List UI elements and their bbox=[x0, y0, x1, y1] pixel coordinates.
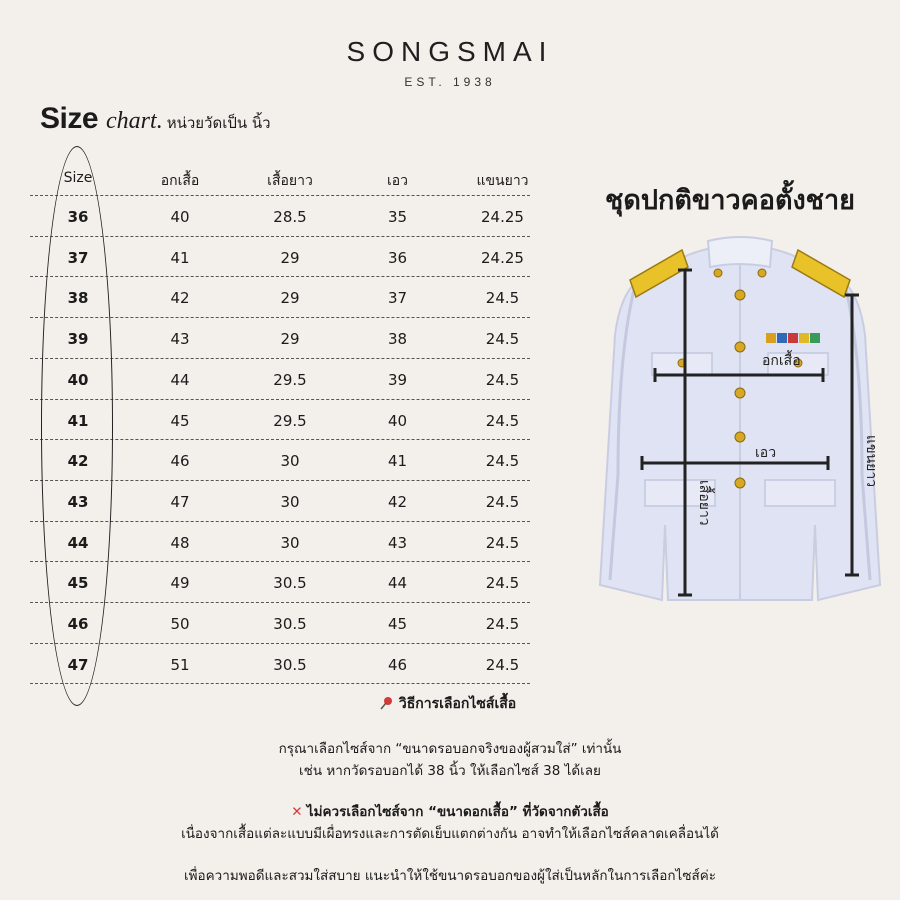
header-waist: เอว bbox=[386, 173, 409, 189]
cell-length: 30 bbox=[280, 452, 300, 471]
cell-size: 37 bbox=[67, 248, 89, 267]
cell-length: 28.5 bbox=[273, 208, 307, 226]
cell-length: 29 bbox=[280, 330, 300, 349]
heading-unit: หน่วยวัดเป็น นิ้ว bbox=[166, 114, 271, 132]
row-divider bbox=[30, 236, 530, 237]
collar-button-left bbox=[714, 269, 722, 277]
header-chest: อกเสื้อ bbox=[160, 173, 200, 189]
cell-sleeve: 24.5 bbox=[485, 452, 520, 471]
ribbon-3 bbox=[788, 333, 798, 343]
ribbon-5 bbox=[810, 333, 820, 343]
size-column-highlight bbox=[41, 146, 113, 706]
cell-length: 30.5 bbox=[273, 655, 307, 674]
header-length: เสื้อยาว bbox=[267, 173, 313, 189]
cell-chest: 45 bbox=[170, 411, 190, 430]
cell-size: 40 bbox=[67, 370, 89, 389]
cell-size: 46 bbox=[67, 615, 89, 633]
cell-chest: 43 bbox=[170, 330, 190, 349]
cell-chest: 50 bbox=[170, 615, 190, 633]
button-3 bbox=[735, 388, 745, 398]
cell-waist: 35 bbox=[387, 208, 408, 226]
jacket-illustration bbox=[590, 225, 890, 605]
header-size: Size bbox=[63, 170, 93, 186]
cell-sleeve: 24.5 bbox=[485, 655, 520, 674]
cell-chest: 46 bbox=[170, 452, 190, 471]
pushpin-icon bbox=[380, 696, 394, 710]
cell-chest: 41 bbox=[170, 248, 190, 267]
how-to-choose-text: วิธีการเลือกไซส์เสื้อ bbox=[398, 696, 517, 712]
cell-waist: 41 bbox=[387, 452, 408, 471]
cell-chest: 49 bbox=[170, 574, 190, 593]
cell-chest: 48 bbox=[170, 533, 190, 552]
cell-waist: 39 bbox=[387, 370, 408, 389]
cell-length: 29 bbox=[280, 289, 300, 308]
warning-heading bbox=[0, 800, 900, 822]
cell-size: 47 bbox=[67, 655, 89, 674]
cell-length: 30 bbox=[280, 533, 300, 552]
cell-size: 36 bbox=[67, 208, 89, 226]
warning-title: ไม่ควรเลือกไซส์จาก “ขนาดอกเสื้อ” ที่วัดจากตัวเสื้อ bbox=[306, 804, 609, 820]
how-to-choose-heading bbox=[380, 693, 516, 715]
note-line-3: เพื่อความพอดีและสวมใส่สบาย แนะนำให้ใช้ขนาดรอบอกของผู้ใส่เป็นหลักในการเลือกไซส์ค่ะ bbox=[184, 868, 716, 884]
cell-size: 41 bbox=[67, 411, 89, 430]
cell-waist: 42 bbox=[387, 492, 408, 511]
cell-length: 29.5 bbox=[273, 411, 307, 430]
cell-sleeve: 24.5 bbox=[485, 492, 520, 511]
cell-waist: 40 bbox=[387, 411, 408, 430]
heading-chart: chart. bbox=[106, 108, 163, 134]
cell-length: 30.5 bbox=[273, 574, 307, 593]
button-2 bbox=[735, 342, 745, 352]
cell-size: 44 bbox=[67, 533, 89, 552]
cell-size: 43 bbox=[67, 492, 89, 511]
cell-length: 30 bbox=[280, 492, 300, 511]
cell-chest: 40 bbox=[170, 208, 190, 226]
row-divider bbox=[30, 683, 530, 684]
cell-size: 42 bbox=[67, 452, 89, 471]
brand-established: EST. 1938 bbox=[404, 75, 496, 89]
cell-chest: 44 bbox=[170, 370, 190, 389]
ribbon-2 bbox=[777, 333, 787, 343]
cell-sleeve: 24.5 bbox=[485, 289, 520, 308]
cell-sleeve: 24.25 bbox=[481, 208, 524, 226]
cell-waist: 36 bbox=[387, 248, 408, 267]
cell-length: 29.5 bbox=[273, 370, 307, 389]
heading-size: Size bbox=[40, 102, 99, 135]
ribbon-4 bbox=[799, 333, 809, 343]
cell-chest: 51 bbox=[170, 655, 190, 674]
cell-sleeve: 24.5 bbox=[485, 330, 520, 349]
warning-body: เนื่องจากเสื้อแต่ละแบบมีเผื่อทรงและการตัดเย็บแตกต่างกัน อาจทำให้เลือกไซส์คลาดเคลื่อนได้ bbox=[181, 826, 719, 842]
cell-waist: 45 bbox=[387, 615, 408, 633]
cell-length: 29 bbox=[280, 248, 300, 267]
label-chest: อกเสื้อ bbox=[762, 353, 801, 369]
brand-logo: SONGSMAI bbox=[346, 36, 554, 67]
cell-size: 45 bbox=[67, 574, 89, 593]
cell-waist: 46 bbox=[387, 655, 408, 674]
cell-waist: 43 bbox=[387, 533, 408, 552]
label-sleeve: แขนยาว bbox=[863, 435, 879, 488]
header-sleeve: แขนยาว bbox=[476, 173, 529, 189]
x-icon: ✕ bbox=[291, 804, 303, 820]
cell-size: 39 bbox=[67, 330, 89, 349]
button-4 bbox=[735, 432, 745, 442]
collar-button-right bbox=[758, 269, 766, 277]
cell-sleeve: 24.5 bbox=[485, 574, 520, 593]
cell-waist: 38 bbox=[387, 330, 408, 349]
cell-chest: 47 bbox=[170, 492, 190, 511]
cell-sleeve: 24.5 bbox=[485, 411, 520, 430]
note-line-1: กรุณาเลือกไซส์จาก “ขนาดรอบอกจริงของผู้สวมใส่” เท่านั้น bbox=[278, 741, 622, 757]
cell-sleeve: 24.5 bbox=[485, 615, 520, 633]
size-chart-heading bbox=[40, 102, 271, 136]
cell-sleeve: 24.5 bbox=[485, 533, 520, 552]
ribbon-1 bbox=[766, 333, 776, 343]
cell-size: 38 bbox=[67, 289, 89, 308]
note-line-2: เช่น หากวัดรอบอกได้ 38 นิ้ว ให้เลือกไซส์ 38 ได้เลย bbox=[299, 763, 601, 779]
row-divider bbox=[30, 643, 530, 644]
right-lower-pocket bbox=[765, 480, 835, 506]
label-waist: เอว bbox=[755, 445, 777, 461]
row-divider bbox=[30, 602, 530, 603]
stand-collar bbox=[708, 237, 772, 267]
cell-waist: 44 bbox=[387, 574, 408, 593]
label-length: เสื้อยาว bbox=[696, 480, 712, 526]
cell-sleeve: 24.5 bbox=[485, 370, 520, 389]
cell-length: 30.5 bbox=[273, 615, 307, 633]
cell-waist: 37 bbox=[387, 289, 408, 308]
cell-chest: 42 bbox=[170, 289, 190, 308]
garment-title: ชุดปกติขาวคอตั้งชาย bbox=[605, 185, 855, 216]
button-1 bbox=[735, 290, 745, 300]
button-5 bbox=[735, 478, 745, 488]
row-divider bbox=[30, 195, 530, 196]
cell-sleeve: 24.25 bbox=[481, 248, 524, 267]
